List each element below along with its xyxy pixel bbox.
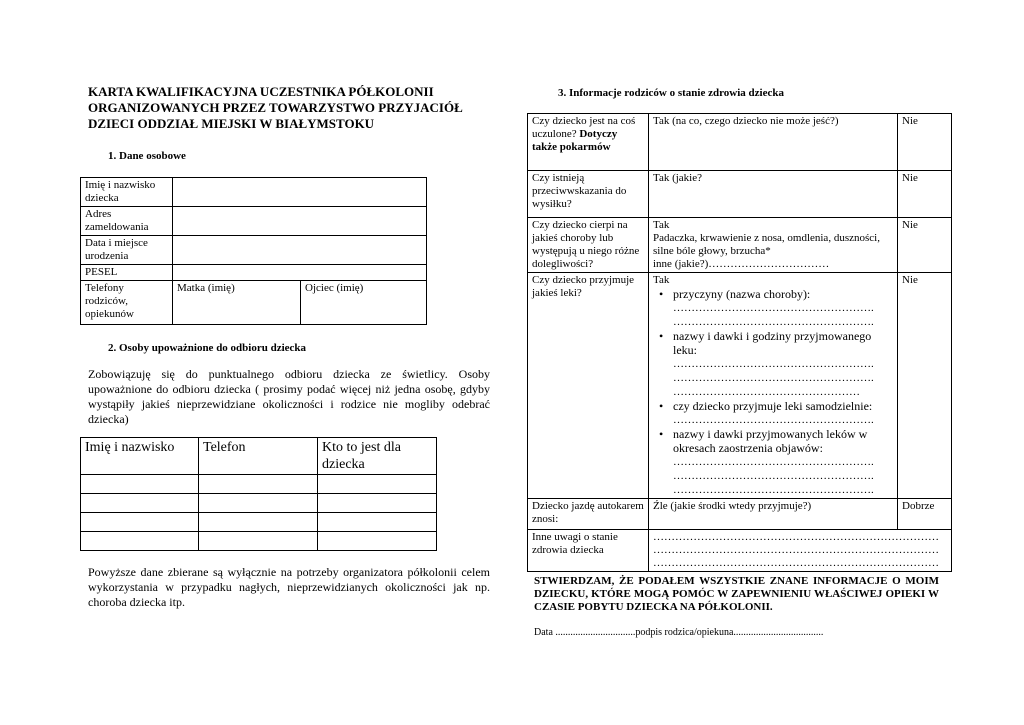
field-address[interactable] (173, 207, 427, 236)
q-exercise: Czy istnieją przeciwwskazania do wysiłku? (528, 171, 649, 218)
label-phones: Telefony rodziców, opiekunów (81, 281, 173, 325)
label-child-name: Imię i nazwisko dziecka (81, 178, 173, 207)
q-other: Inne uwagi o stanie zdrowia dziecka (528, 530, 649, 572)
bullet-self: • czy dziecko przyjmuje leki samodzielnie: (659, 399, 873, 413)
field-child-name[interactable] (173, 178, 427, 207)
a-bus[interactable]: Źle (jakie środki wtedy przyjmuje?) (649, 499, 898, 530)
bullet-icon: • (659, 287, 664, 301)
form-title: KARTA KWALIFIKACYJNA UCZESTNIKA PÓŁKOLONII ORGANIZOWANYCH PRZEZ TOWARZYSTWO PRZYJACIÓŁ DZIECI ODDZIAŁ MIEJSKI W BIAŁYMSTOKU (88, 84, 463, 131)
q-allergy: Czy dziecko jest na coś uczulone? Dotyczy także pokarmów (528, 114, 649, 171)
cell[interactable] (81, 494, 199, 513)
field-mother[interactable]: Matka (imię) (173, 281, 301, 325)
q-medicine: Czy dziecko przyjmuje jakieś leki? (528, 273, 649, 499)
section-2-paragraph: Zobowiązuję się do punktualnego odbioru dziecka ze świetlicy. Osoby upoważnione do odbioru dziecka ( prosimy podać więcej niż jedna osobę, gdyby wystąpiły jakieś nieprzewidziane okoliczności i rodzice nie mogliby odebrać dziecka) (88, 367, 490, 426)
label-birth: Data i miejsce urodzenia (81, 236, 173, 265)
cell[interactable] (81, 475, 199, 494)
cell[interactable] (81, 513, 199, 532)
bullet-cause: • przyczyny (nazwa choroby): (659, 287, 811, 301)
bullet-icon: • (659, 329, 664, 343)
health-info-table (527, 113, 952, 572)
bullet-dosage: • nazwy i dawki i godziny przyjmowanego leku: (659, 329, 872, 357)
cell[interactable] (318, 494, 437, 513)
cell[interactable] (199, 494, 318, 513)
a-allergy[interactable]: Tak (na co, czego dziecko nie może jeść?) (649, 114, 898, 171)
n-illness[interactable]: Nie (898, 218, 952, 273)
n-exercise[interactable]: Nie (898, 171, 952, 218)
header-phone: Telefon (199, 438, 318, 475)
cell[interactable] (199, 475, 318, 494)
cell[interactable] (318, 513, 437, 532)
cell[interactable] (199, 513, 318, 532)
cell[interactable] (318, 532, 437, 551)
a-other[interactable]: …………………………………………………………………… …………………………………………………………………… …………………………………………………………………… (649, 530, 952, 572)
section-1-heading: 1. Dane osobowe (108, 150, 186, 162)
n-medicine[interactable]: Nie (898, 273, 952, 499)
a-illness[interactable]: Tak Padaczka, krwawienie z nosa, omdlenia, duszności, silne bóle głowy, brzucha* inne (jakie?)…………………………… (649, 218, 898, 273)
field-father[interactable]: Ojciec (imię) (301, 281, 427, 325)
field-pesel[interactable] (173, 265, 427, 281)
signature-line[interactable]: Data ................................podpis rodzica/opiekuna.................................... (534, 627, 824, 638)
cell[interactable] (81, 532, 199, 551)
section-2-heading: 2. Osoby upoważnione do odbioru dziecka (108, 342, 307, 354)
cell[interactable] (318, 475, 437, 494)
bullet-icon: • (659, 399, 664, 413)
n-allergy[interactable]: Nie (898, 114, 952, 171)
a-exercise[interactable]: Tak (jakie? (649, 171, 898, 218)
bullet-icon: • (659, 427, 664, 441)
section-3-heading: 3. Informacje rodziców o stanie zdrowia dziecka (558, 87, 784, 99)
bullet-exacerbation: • nazwy i dawki przyjmowanych leków w okresach zaostrzenia objawów: (659, 427, 868, 455)
cell[interactable] (199, 532, 318, 551)
personal-data-table (80, 177, 427, 325)
data-usage-note: Powyższe dane zbierane są wyłącznie na potrzeby organizatora półkolonii celem wykorzystania w przypadku nagłych, nieprzewidzianych okoliczności jak np. choroba dziecka itp. (88, 565, 490, 609)
field-birth[interactable] (173, 236, 427, 265)
label-pesel: PESEL (81, 265, 173, 281)
n-bus[interactable]: Dobrze (898, 499, 952, 530)
q-illness: Czy dziecko cierpi na jakieś choroby lub występują u niego różne dolegliwości? (528, 218, 649, 273)
authorized-persons-table (80, 437, 437, 551)
parent-statement: STWIERDZAM, ŻE PODAŁEM WSZYSTKIE ZNANE INFORMACJE O MOIM DZIECKU, KTÓRE MOGĄ POMÓC W ZAPEWNIENIU WŁAŚCIWEJ OPIEKI W CZASIE POBYTU DZIECKA NA PÓŁKOLONII. (534, 575, 939, 613)
q-bus: Dziecko jazdę autokarem znosi: (528, 499, 649, 530)
header-relation: Kto to jest dla dziecka (318, 438, 437, 475)
a-medicine[interactable]: Tak • przyczyny (nazwa choroby): ………………………………………………. ………………………………………………. • nazwy i dawki i godziny przyjmowanego leku: ………………………………………………. ………………………………………………. …………………………………………… • czy dziecko przyjmuje leki samodzielnie: ………………………………………………. • nazwy i dawki przyjmowanych leków w okresach zaostrzenia objawów: ………………………………………………. ………………………………………………. ………………………………………………. (649, 273, 898, 499)
label-address: Adres zameldowania (81, 207, 173, 236)
header-name: Imię i nazwisko (81, 438, 199, 475)
